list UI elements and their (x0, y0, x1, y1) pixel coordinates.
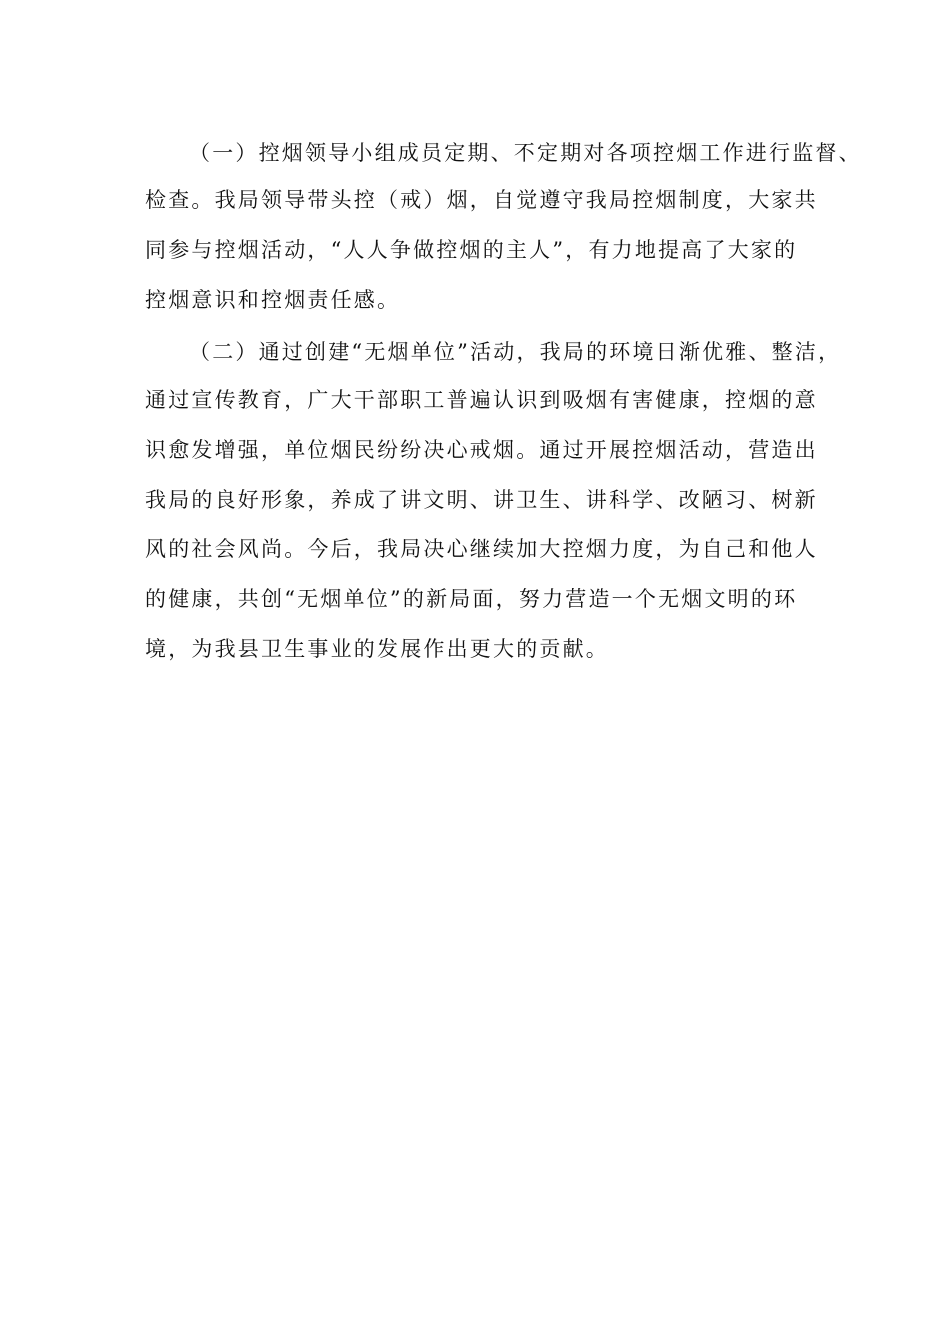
paragraph-2-line-1: （二）通过创建“无烟单位”活动，我局的环境日渐优雅、整洁， (189, 340, 842, 364)
paragraph-1-line-2: 检查。我局领导带头控（戒）烟，自觉遵守我局控烟制度，大家共 (145, 188, 818, 212)
paragraph-2-line-5: 风的社会风尚。今后，我局决心继续加大控烟力度，为自己和他人 (145, 537, 818, 561)
paragraph-2-line-6: 的健康，共创“无烟单位”的新局面，努力营造一个无烟文明的环 (145, 587, 798, 611)
paragraph-2-line-7: 境，为我县卫生事业的发展作出更大的贡献。 (145, 637, 609, 661)
paragraph-2-line-2: 通过宣传教育，广大干部职工普遍认识到吸烟有害健康，控烟的意 (145, 388, 818, 412)
paragraph-1-line-3: 同参与控烟活动，“人人争做控烟的主人”，有力地提高了大家的 (145, 238, 798, 262)
paragraph-1-line-1: （一）控烟领导小组成员定期、不定期对各项控烟工作进行监督、 (189, 141, 862, 165)
paragraph-2-line-4: 我局的良好形象，养成了讲文明、讲卫生、讲科学、改陋习、树新 (145, 488, 818, 512)
paragraph-2-line-3: 识愈发增强，单位烟民纷纷决心戒烟。通过开展控烟活动，营造出 (145, 438, 818, 462)
paragraph-1-line-4: 控烟意识和控烟责任感。 (145, 288, 401, 312)
